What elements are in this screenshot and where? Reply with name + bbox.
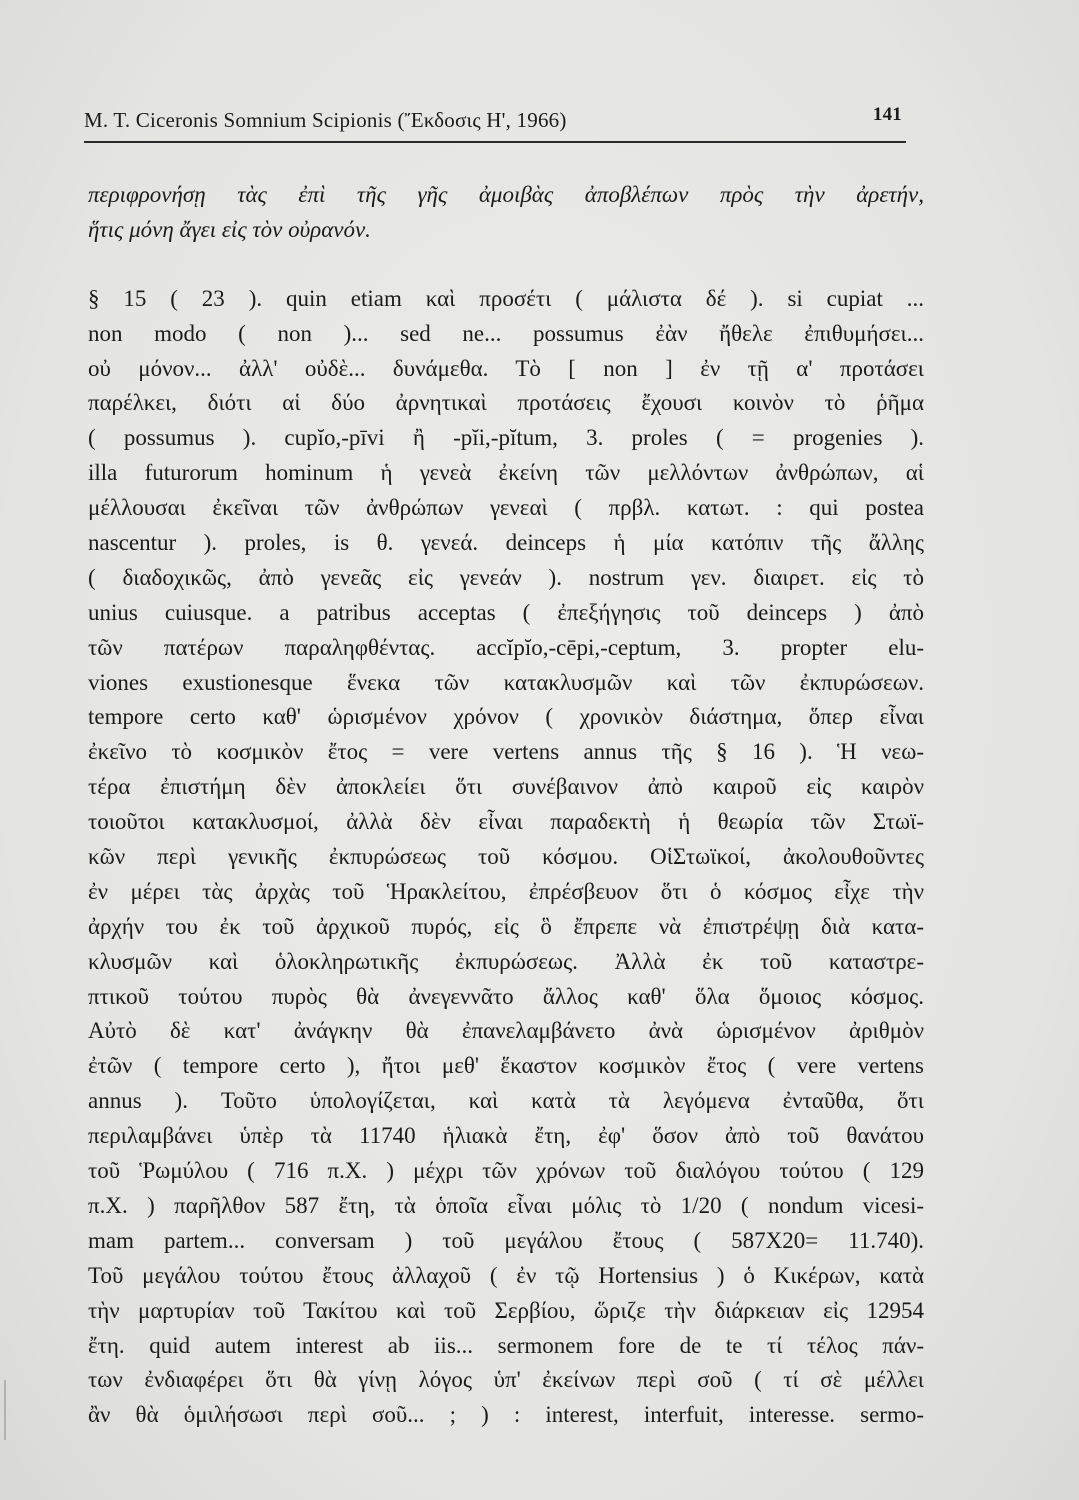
- text-line: τῶν πατέρων παραληφθέντας. accĭpĭo,-cēpi,-ceptum, 3. propter elu-: [88, 634, 924, 660]
- text-line: τοῦ Ῥωμύλου ( 716 π.Χ. ) μέχρι τῶν χρόνων τοῦ διαλόγου τούτου ( 129: [88, 1158, 924, 1184]
- text-line: παρέλκει, διότι αἱ δύο ἀρνητικαὶ προτάσεις ἔχουσι κοινὸν τὸ ῥῆμα: [88, 390, 924, 416]
- text-line: ( possumus ). cupĭo,-pīvi ἢ -pĭi,-pĭtum, 3. proles ( = progenies ).: [88, 425, 924, 451]
- text-line: τέρα ἐπιστήμη δὲν ἀποκλείει ὅτι συνέβαινον ἀπὸ καιροῦ εἰς καιρὸν: [88, 774, 924, 800]
- text-line: ἂν θὰ ὁμιλήσωσι περὶ σοῦ... ; ) : interest, interfuit, interesse. sermo-: [88, 1402, 924, 1428]
- text-line: περιλαμβάνει ὑπὲρ τὰ 11740 ἡλιακὰ ἔτη, ἐφ' ὅσον ἀπὸ τοῦ θανάτου: [88, 1123, 924, 1149]
- text-line: ( διαδοχικῶς, ἀπὸ γενεᾶς εἰς γενεάν ). nostrum γεν. διαιρετ. εἰς τὸ: [88, 564, 924, 590]
- text-line: κλυσμῶν καὶ ὁλοκληρωτικῆς ἐκπυρώσεως. Ἀλλὰ ἐκ τοῦ καταστρε-: [88, 948, 924, 974]
- text-line: ἐκεῖνο τὸ κοσμικὸν ἔτος = vere vertens annus τῆς § 16 ). Ἡ νεω-: [88, 739, 924, 765]
- text-line: ἐν μέρει τὰς ἀρχὰς τοῦ Ἡρακλείτου, ἐπρέσβευον ὅτι ὁ κόσμος εἶχε τὴν: [88, 878, 924, 904]
- text-line: μέλλουσαι ἐκεῖναι τῶν ἀνθρώπων γενεαὶ ( πρβλ. κατωτ. : qui postea: [88, 495, 924, 521]
- text-line: κῶν περὶ γενικῆς ἐκπυρώσεως τοῦ κόσμου. ΟἱΣτωϊκοί, ἀκολουθοῦντες: [88, 844, 924, 870]
- text-line: Τοῦ μεγάλου τούτου ἔτους ἀλλαχοῦ ( ἐν τῷ Hortensius ) ὁ Κικέρων, κατὰ: [88, 1262, 924, 1288]
- margin-mark: [4, 1380, 20, 1440]
- text-line: Αὐτὸ δὲ κατ' ἀνάγκην θὰ ἐπανελαμβάνετο ἀνὰ ὡρισμένον ἀριθμὸν: [88, 1018, 924, 1044]
- text-line: tempore certo καθ' ὡρισμένον χρόνον ( χρονικὸν διάστημα, ὅπερ εἶναι: [88, 704, 924, 730]
- text-line: τοιοῦτοι κατακλυσμοί, ἀλλὰ δὲν εἶναι παραδεκτὴ ἡ θεωρία τῶν Στωϊ-: [88, 809, 924, 835]
- text-line: annus ). Τοῦτο ὑπολογίζεται, καὶ κατὰ τὰ λεγόμενα ἐνταῦθα, ὅτι: [88, 1088, 924, 1114]
- text-line: πτικοῦ τούτου πυρὸς θὰ ἀνεγεννᾶτο ἄλλος καθ' ὅλα ὅμοιος κόσμος.: [88, 983, 924, 1009]
- text-line: mam partem... conversam ) τοῦ μεγάλου ἔτους ( 587X20= 11.740).: [88, 1227, 924, 1253]
- text-line: nascentur ). proles, is θ. γενεά. deinceps ἡ μία κατόπιν τῆς ἄλλης: [88, 530, 924, 556]
- text-line: π.Χ. ) παρῆλθον 587 ἔτη, τὰ ὁποῖα εἶναι μόλις τὸ 1/20 ( nondum vicesi-: [88, 1192, 924, 1218]
- page-number: 141: [872, 104, 902, 125]
- page-header: [84, 104, 906, 138]
- text-line: non modo ( non )... sed ne... possumus ἐὰν ἤθελε ἐπιθυμήσει...: [88, 320, 924, 346]
- text-line: illa futurorum hominum ἡ γενεὰ ἐκείνη τῶν μελλόντων ἀνθρώπων, αἱ: [88, 460, 924, 486]
- text-line: unius cuiusque. a patribus acceptas ( ἐπεξήγησις τοῦ deinceps ) ἀπὸ: [88, 599, 924, 625]
- text-line: τὴν μαρτυρίαν τοῦ Τακίτου καὶ τοῦ Σερβίου, ὥριζε τὴν διάρκειαν εἰς 12954: [88, 1297, 924, 1323]
- text-line: ἐτῶν ( tempore certo ), ἤτοι μεθ' ἕκαστον κοσμικὸν ἔτος ( vere vertens: [88, 1053, 924, 1079]
- text-line: περιφρονήσῃ τὰς ἐπὶ τῆς γῆς ἀμοιβὰς ἀποβλέπων πρὸς τὴν ἀρετήν,: [88, 182, 924, 207]
- text-line: § 15 ( 23 ). quin etiam καὶ προσέτι ( μάλιστα δέ ). si cupiat ...: [88, 285, 924, 311]
- paragraph-gap: [88, 248, 924, 282]
- text-line: ἀρχήν του ἐκ τοῦ ἀρχικοῦ πυρός, εἰς ὃ ἔπρεπε νὰ ἐπιστρέψῃ διὰ κατα-: [88, 913, 924, 939]
- page-body: [88, 178, 924, 1433]
- text-line: ἥτις μόνη ἄγει εἰς τὸν οὐρανόν.: [88, 216, 371, 242]
- header-rule: [84, 141, 906, 143]
- text-line: των ἐνδιαφέρει ὅτι θὰ γίνῃ λόγος ὑπ' ἐκείνων περὶ σοῦ ( τί σὲ μέλλει: [88, 1367, 924, 1393]
- running-title: M. T. Ciceronis Somnium Scipionis (Ἔκδοσις Η', 1966): [84, 108, 567, 132]
- text-line: ἔτη. quid autem interest ab iis... sermonem fore de te τί τέλος πάν-: [88, 1332, 924, 1358]
- text-line: οὐ μόνον... ἀλλ' οὐδὲ... δυνάμεθα. Τὸ [ non ] ἐν τῇ α' προτάσει: [88, 355, 924, 381]
- text-line: viones exustionesque ἕνεκα τῶν κατακλυσμῶν καὶ τῶν ἐκπυρώσεων.: [88, 669, 924, 695]
